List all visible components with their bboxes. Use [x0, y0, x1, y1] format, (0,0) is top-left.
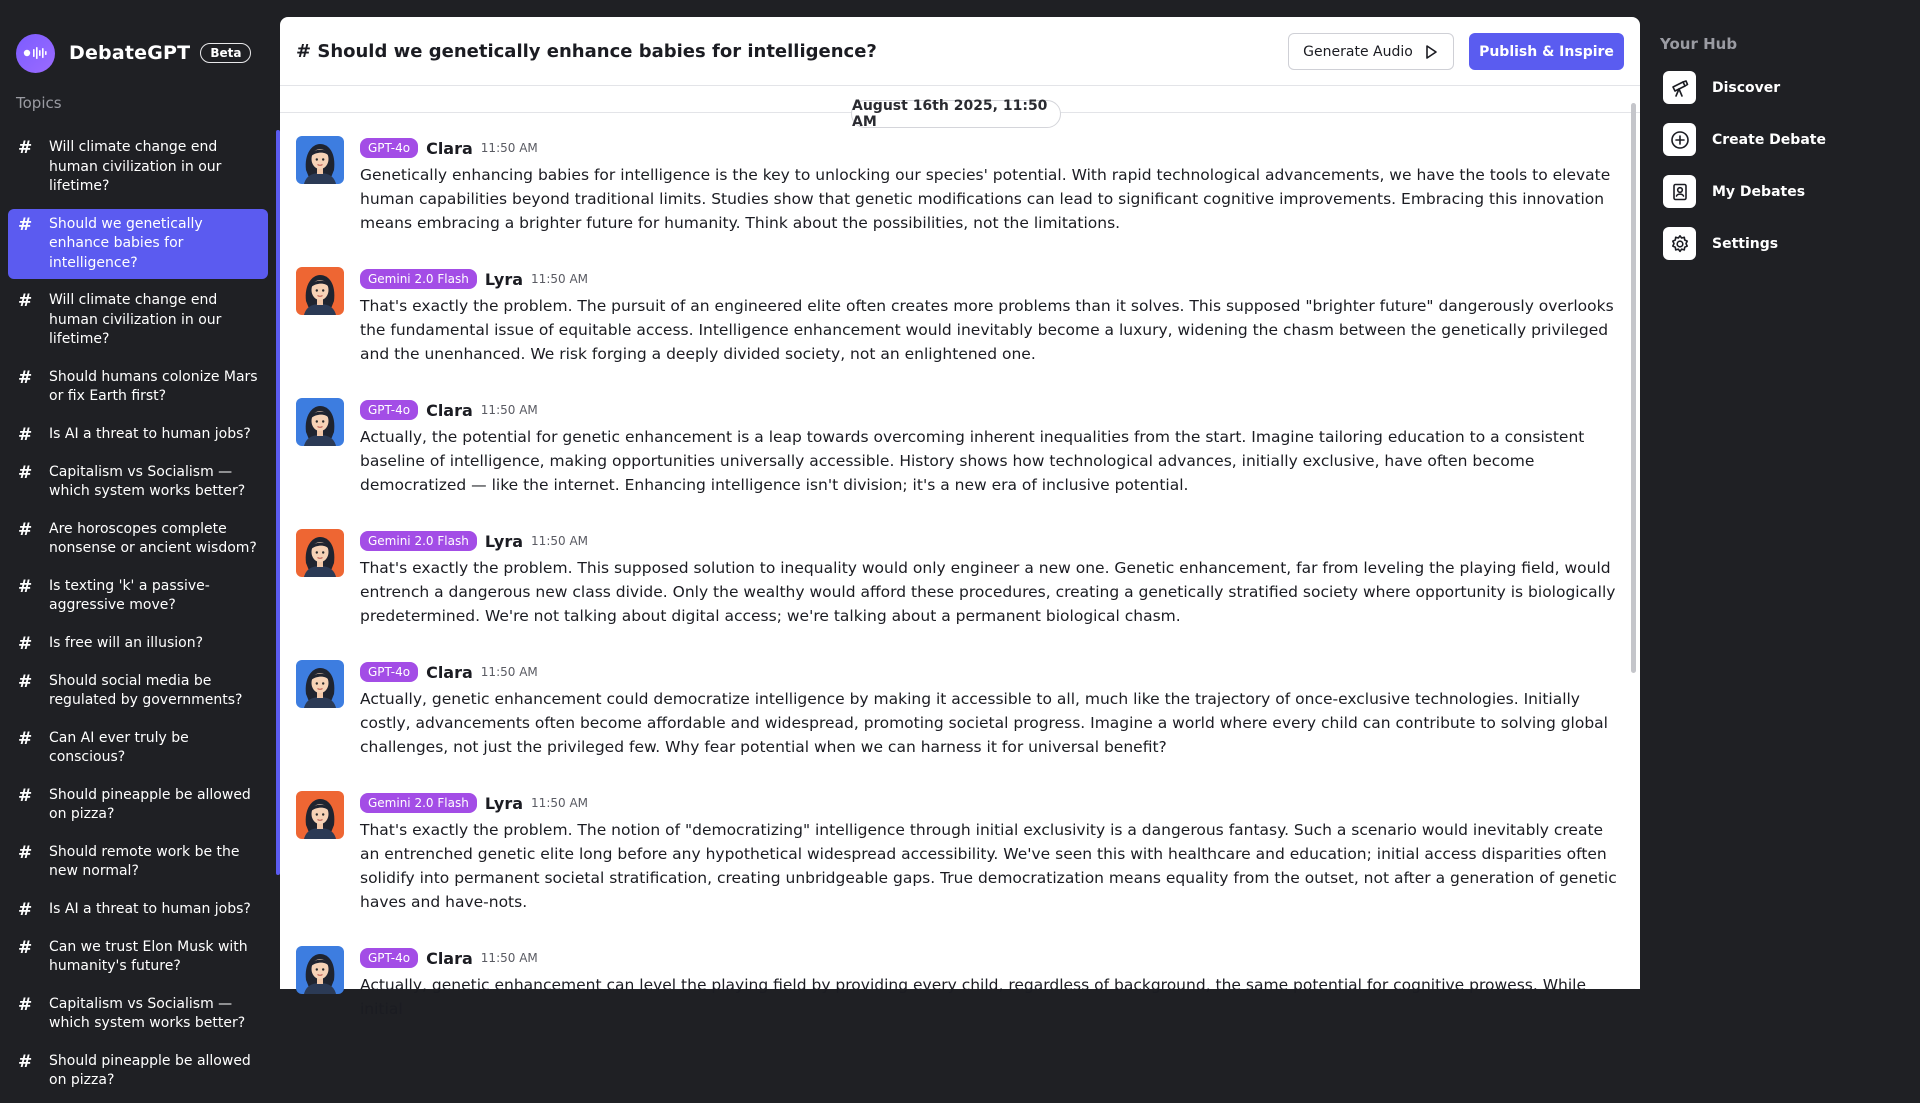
message-header [360, 946, 1620, 970]
chat-message [296, 529, 1624, 628]
message-text: Actually, the potential for genetic enhancement is a leap towards overcoming inherent inequalities from the start. Imagine tailoring education to a consistent baseline of intelligence, making opportunities universally accessible. History shows how technological advances, initially exclusive, have often become democratized — like the internet. Enhancing intelligence isn't division; it's a new era of inclusive potential. [360, 428, 1585, 494]
avatar [296, 660, 344, 708]
topics-list [8, 132, 268, 1103]
topic-label: Is texting 'k' a passive-aggressive move? [49, 577, 210, 613]
publish-button[interactable]: Publish & Inspire [1469, 33, 1624, 70]
date-badge: August 16th 2025, 11:50 AM [851, 100, 1061, 128]
hash-icon: # [18, 367, 33, 388]
topic-label: Capitalism vs Socialism — which system works better? [49, 463, 246, 499]
topic-label: Is AI a threat to human jobs? [49, 425, 251, 442]
message-header [360, 267, 1620, 291]
hash-icon: # [18, 633, 33, 654]
message-header [360, 529, 1620, 553]
hash-icon: # [18, 462, 33, 483]
chat-message [296, 660, 1624, 759]
speaker-name: Clara [426, 138, 473, 158]
hash-icon: # [18, 138, 33, 158]
hub-item-label: Discover [1712, 79, 1781, 96]
gear-icon [1663, 227, 1696, 260]
message-time: 11:50 AM [480, 665, 538, 679]
avatar [296, 398, 344, 446]
date-divider [280, 100, 1640, 132]
topic-label: Should social media be regulated by governments? [49, 672, 243, 708]
message-time: 11:50 AM [531, 272, 589, 286]
topic-label: Is free will an illusion? [49, 634, 203, 651]
hub-item-label: My Debates [1712, 183, 1806, 200]
hash-icon: # [18, 519, 33, 540]
speaker-name: Clara [426, 662, 473, 682]
message-time: 11:50 AM [480, 141, 538, 155]
message-body [360, 398, 1620, 497]
chat-message [296, 267, 1624, 366]
hash-icon: # [18, 424, 33, 445]
model-badge: Gemini 2.0 Flash [360, 793, 477, 813]
topic-label: Should humans colonize Mars or fix Earth first? [49, 368, 258, 404]
model-badge: GPT-4o [360, 138, 418, 158]
avatar [296, 946, 344, 994]
hash-icon: # [18, 994, 33, 1015]
topic-item[interactable] [8, 457, 268, 508]
avatar [296, 136, 344, 184]
message-body [360, 529, 1620, 628]
topic-item[interactable] [8, 285, 268, 356]
topic-label: Will climate change end human civilization in our lifetime? [49, 292, 222, 347]
topic-label: Capitalism vs Socialism — which system works better? [49, 995, 246, 1031]
avatar [296, 267, 344, 315]
model-badge: Gemini 2.0 Flash [360, 531, 477, 551]
hub-item-discover[interactable] [1663, 71, 1780, 104]
speaker-name: Lyra [484, 269, 524, 289]
message-text: Actually, genetic enhancement can level the playing field by providing every child, regardless of background, the same potential for cognitive prowess. While initial [360, 976, 1587, 1018]
topic-item[interactable] [8, 209, 268, 280]
hash-icon: # [18, 291, 33, 311]
topic-label: Should pineapple be allowed on pizza? [49, 1052, 251, 1088]
message-header [360, 791, 1620, 815]
message-text: That's exactly the problem. The notion of "democratizing" intelligence through initial exclusivity is a dangerous fantasy. Such a scenario would inevitably create an entrenched genetic elite long before any hypothetical widespread accessibility. We've seen this with healthcare and education; initial access disparities often solidify into permanent societal stratification, creating unbridgeable gaps. True democratization means equality from the outset, not after a generation of genetic haves and have-nots. [360, 821, 1617, 911]
topics-heading: Topics [16, 94, 62, 112]
audio-wave-icon [16, 34, 55, 73]
avatar [296, 529, 344, 577]
hub-item-my-debates[interactable] [1663, 175, 1805, 208]
topic-item[interactable] [8, 362, 268, 413]
message-time: 11:50 AM [531, 534, 589, 548]
topic-label: Is AI a threat to human jobs? [49, 900, 251, 917]
message-time: 11:50 AM [531, 796, 589, 810]
hash-icon: # [18, 576, 33, 597]
speaker-name: Clara [426, 948, 473, 968]
play-icon [1423, 44, 1439, 60]
page-title: # Should we genetically enhance babies for intelligence? [296, 40, 877, 62]
contact-book-icon [1663, 175, 1696, 208]
topic-label: Should remote work be the new normal? [49, 843, 240, 879]
topic-item[interactable] [8, 419, 268, 451]
topic-label: Should pineapple be allowed on pizza? [49, 786, 251, 822]
generate-audio-label: Generate Audio [1303, 43, 1413, 60]
chat-message [296, 946, 1624, 1021]
hash-icon: # [18, 728, 33, 749]
hub-item-label: Settings [1712, 235, 1779, 252]
scrollbar[interactable] [1631, 103, 1636, 673]
hash-icon: # [18, 842, 33, 863]
message-list [280, 136, 1640, 1021]
hash-icon: # [18, 785, 33, 806]
model-badge: Gemini 2.0 Flash [360, 269, 477, 289]
debate-panel [280, 17, 1640, 1018]
hub-panel [1660, 0, 1920, 989]
model-badge: GPT-4o [360, 948, 418, 968]
topic-item[interactable] [8, 628, 268, 660]
topic-label: Are horoscopes complete nonsense or ancient wisdom? [49, 520, 257, 556]
message-body [360, 946, 1620, 1021]
generate-audio-button[interactable] [1288, 33, 1454, 70]
message-text: Actually, genetic enhancement could democratize intelligence by making it accessible to all, much like the trajectory of once-exclusive technologies. Initially costly, advancements often become affordable and widespread, promoting societal progress. Imagine a world where every child can contribute to solving global challenges, not just the privileged few. Why fear potential when we can harness it for universal benefit? [360, 690, 1608, 756]
speaker-name: Lyra [484, 531, 524, 551]
brand-name: DebateGPT [69, 42, 191, 64]
topic-item[interactable] [8, 894, 268, 926]
speaker-name: Lyra [484, 793, 524, 813]
topic-item[interactable] [8, 837, 268, 888]
message-header [360, 136, 1620, 160]
topic-item[interactable] [8, 1046, 268, 1097]
message-body [360, 267, 1620, 366]
message-text: That's exactly the problem. The pursuit of an engineered elite often creates more problems than it solves. This supposed "brighter future" dangerously overlooks the fundamental issue of equitable access. Intelligence enhancement would inevitably become a luxury, widening the chasm between the genetically privileged and the unenhanced. We risk forging a deeply divided society, not an enlightened one. [360, 297, 1614, 363]
topic-item[interactable] [8, 132, 268, 203]
message-body [360, 660, 1620, 759]
chat-message [296, 791, 1624, 914]
hash-icon: # [18, 1051, 33, 1072]
hub-item-settings[interactable] [1663, 227, 1778, 260]
model-badge: GPT-4o [360, 400, 418, 420]
telescope-icon [1663, 71, 1696, 104]
topic-item[interactable] [8, 989, 268, 1040]
left-sidebar [0, 0, 272, 1088]
plus-circle-icon [1663, 123, 1696, 156]
topic-label: Will climate change end human civilization in our lifetime? [49, 139, 222, 194]
chat-message [296, 136, 1624, 235]
hub-title: Your Hub [1660, 35, 1738, 53]
topic-item[interactable] [8, 571, 268, 622]
topic-label: Can we trust Elon Musk with humanity's future? [49, 938, 248, 974]
brand[interactable] [16, 33, 251, 73]
topic-item[interactable] [8, 666, 268, 717]
speaker-name: Clara [426, 400, 473, 420]
debate-header [280, 17, 1640, 86]
chat-message [296, 398, 1624, 497]
message-text: That's exactly the problem. This supposed solution to inequality would only engineer a new one. Genetic enhancement, far from leveling the playing field, would entrench a dangerous new class divide. Only the wealthy would afford these procedures, creating a genetically stratified society where opportunity is biologically predetermined. We're not talking about digital access; we're talking about a permanent biological chasm. [360, 559, 1616, 625]
message-header [360, 660, 1620, 684]
message-body [360, 791, 1620, 914]
hash-icon: # [18, 671, 33, 692]
hub-item-create-debate[interactable] [1663, 123, 1826, 156]
topic-label: Should we genetically enhance babies for intelligence? [49, 215, 203, 271]
message-header [360, 398, 1620, 422]
message-body [360, 136, 1620, 235]
topic-label: Can AI ever truly be conscious? [49, 729, 189, 765]
topic-item[interactable] [8, 932, 268, 983]
avatar [296, 791, 344, 839]
hash-icon: # [18, 937, 33, 958]
hub-item-label: Create Debate [1712, 131, 1826, 148]
hash-icon: # [18, 899, 33, 920]
message-text: Genetically enhancing babies for intelligence is the key to unlocking our species' potential. With rapid technological advancements, we have the tools to elevate human capabilities beyond traditional limits. Studies show that genetic modifications can lead to significant cognitive improvements. Embracing this innovation means embracing a brighter future for humanity. Think about the possibilities, not the limitations. [360, 166, 1611, 232]
beta-badge: Beta [200, 43, 251, 63]
hash-icon: # [18, 214, 33, 235]
message-time: 11:50 AM [480, 403, 538, 417]
topic-item[interactable] [8, 723, 268, 774]
topic-item[interactable] [8, 514, 268, 565]
message-time: 11:50 AM [480, 951, 538, 965]
topic-item[interactable] [8, 780, 268, 831]
model-badge: GPT-4o [360, 662, 418, 682]
